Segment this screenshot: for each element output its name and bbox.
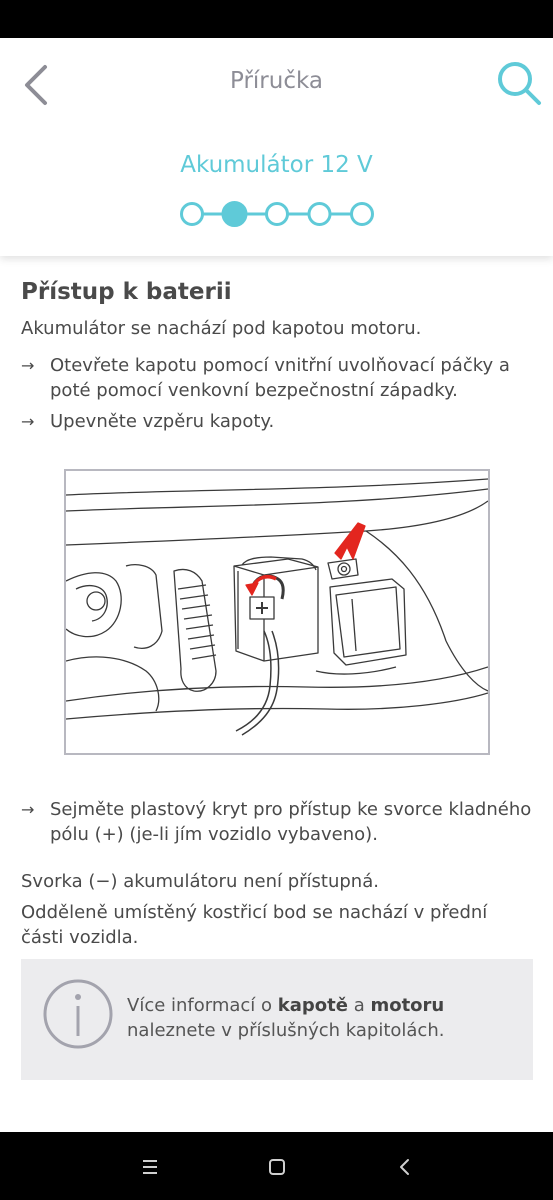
list-item	[21, 797, 533, 847]
home-icon	[262, 1152, 292, 1182]
info-callout	[21, 959, 533, 1080]
info-icon	[41, 977, 115, 1051]
system-back-button[interactable]	[390, 1152, 420, 1182]
engine-link-text: motoru	[370, 995, 445, 1016]
list-item-text: Upevněte vzpěru kapoty.	[50, 411, 275, 432]
arrow-icon: →	[21, 356, 35, 375]
intro-text: Akumulátor se nachází pod kapotou motoru.	[21, 318, 422, 339]
hood-link-text: kapotě	[277, 995, 348, 1016]
article-content-continued	[21, 797, 533, 950]
list-item	[21, 353, 533, 403]
step-dot-3[interactable]	[267, 204, 288, 225]
list-item-text: Sejměte plastový kryt pro přístup ke svorce kladného pólu (+) (je-li jím vozidlo vybaveno).	[50, 799, 532, 845]
list-item-text: Otevřete kapotu pomocí vnitřní uvolňovací páčky a poté pomocí venkovní bezpečnostní západky.	[50, 355, 510, 401]
search-icon	[494, 58, 544, 108]
info-text-part: a	[347, 995, 371, 1016]
status-bar	[0, 0, 553, 38]
search-button[interactable]	[494, 58, 544, 108]
back-icon	[390, 1152, 420, 1182]
page-title: Příručka	[230, 68, 323, 94]
header	[0, 38, 553, 256]
article-content	[21, 276, 533, 434]
step-dot-2[interactable]	[223, 202, 247, 226]
arrow-icon: →	[21, 800, 35, 819]
step-dot-1[interactable]	[182, 204, 203, 225]
note-text: Odděleně umístěný kostřicí bod se nachází v přední části vozidla.	[21, 902, 488, 948]
home-button[interactable]	[262, 1152, 292, 1182]
recent-apps-button[interactable]	[135, 1152, 165, 1182]
system-nav-bar	[0, 1132, 553, 1200]
info-text-part: Více informací o	[127, 995, 278, 1016]
arrow-icon: →	[21, 412, 35, 431]
list-item	[21, 409, 533, 434]
step-indicator[interactable]	[177, 197, 377, 231]
article-heading: Přístup k baterii	[21, 279, 232, 305]
step-dot-5[interactable]	[352, 204, 373, 225]
section-title: Akumulátor 12 V	[180, 152, 373, 178]
battery-illustration	[64, 469, 490, 755]
note-text: Svorka (−) akumulátoru není přístupná.	[21, 871, 379, 892]
step-dot-4[interactable]	[309, 204, 330, 225]
info-text	[127, 993, 517, 1043]
menu-icon	[135, 1152, 165, 1182]
info-text-part: naleznete v příslušných kapitolách.	[127, 1020, 445, 1041]
